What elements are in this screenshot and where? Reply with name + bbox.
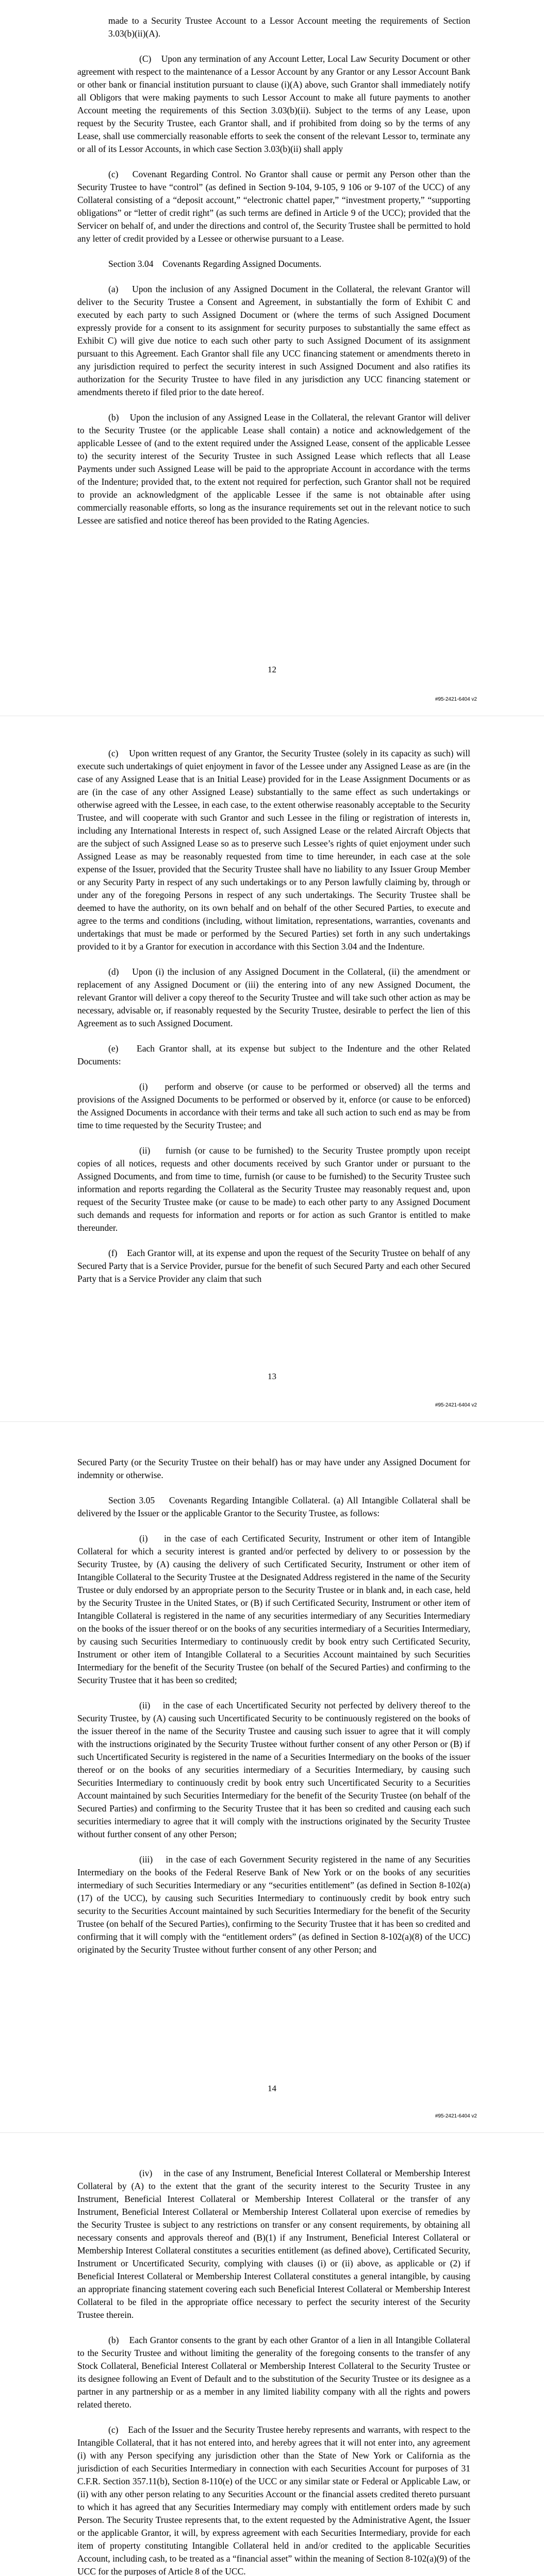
section-heading: Section 3.04 Covenants Regarding Assigned Documents.	[108, 259, 322, 269]
paragraph: (e) Each Grantor shall, at its expense but subject to the Indenture and the other Related Documents:	[77, 1043, 470, 1066]
page-12-body	[77, 14, 470, 539]
page-14-body	[77, 1456, 470, 1969]
page-15-body	[77, 2167, 470, 2576]
paragraph: (c) Upon written request of any Grantor, the Security Trustee (solely in its capacity as such) will execute such undertakings of quiet enjoyment in favor of the Lessee under any Assigned Lease as are (in the case of any Assigned Lease that is an Initial Lease) provided for in the Lease Assignment Documents or as are (in the case of any other Assigned Lease) substantially to the same effect as such undertakings or otherwise agreed with the Lessee, in each case, to the extent otherwise reasonably acceptable to the Security Trustee, and will cooperate with such Grantor and such Lessee in the filing or registration of interests in, including any International Interests in respect of, such Assigned Lease or the related Aircraft Objects that are the subject of such Assigned Lease so as to preserve such Lessee’s rights of quiet enjoyment under such Assigned Lease as may be reasonably requested from time to time hereunder, in each case at the sole expense of the Issuer, provided that the Security Trustee shall have no liability to any Issuer Group Member or any Security Party in respect of any such undertakings or to any Person lawfully claiming by, through or under any of the foregoing Persons in respect of any such undertakings. The Security Trustee shall be deemed to have the authority, on its own behalf and on behalf of the other Secured Parties, to execute and agree to the terms and conditions (including, without limitation, representations, warranties, covenants and undertakings that must be made or performed by the Secured Parties) set forth in any such undertakings provided to it by a Grantor for execution in accordance with this Section 3.04 and the Indenture.	[77, 748, 470, 952]
paragraph: (ii) furnish (or cause to be furnished) to the Security Trustee promptly upon receipt copies of all notices, requests and other documents received by such Grantor under or pursuant to the Assigned Documents, and from time to time, furnish (or cause to be furnished) to the Security Trustee such information and reports regarding the Collateral as the Security Trustee may reasonably request and, upon request of the Security Trustee make (or cause to be made) to each other party to any Assigned Document such demands and requests for information and reports or for action as such Grantor is entitled to make thereunder.	[77, 1145, 470, 1233]
document-page-15	[0, 2133, 544, 2576]
paragraph: (iv) in the case of any Instrument, Beneficial Interest Collateral or Membership Interest Collateral by (A) to the extent that the grant of the security interest to the Security Trustee in any Instrument, Beneficial Interest Collateral or Membership Interest Collateral or the transfer of any Instrument, Beneficial Interest Collateral or Membership Interest Collateral upon exercise of remedies by the Security Trustee is subject to any restrictions on transfer or any consent requirements, by obtaining all necessary consents and approvals thereof and (B)(1) if any Instrument, Beneficial Interest Collateral or Membership Interest Collateral constitutes a securities entitlement (as defined above), Certificated Security, Instrument or Uncertificated Security, complying with clauses (i) or (ii) above, as applicable or (2) if Beneficial Interest Collateral or Membership Interest Collateral constitutes a general intangible, by causing an appropriate financing statement covering each such Beneficial Interest Collateral or Membership Interest Collateral to be filed in the appropriate office necessary to perfect the security interest of the Security Trustee therein.	[77, 2168, 470, 2320]
document-page-12	[0, 0, 544, 716]
page-number: 12	[268, 665, 276, 674]
paragraph: (b) Upon the inclusion of any Assigned Lease in the Collateral, the relevant Grantor will deliver to the Security Trustee (or the applicable Lease shall contain) a notice and acknowledgement of the applicable Lessee of (and to the extent required under the Assigned Lease, consent of the applicable Lessee to) the security interest of the Security Trustee in such Assigned Lease which reflects that all Lease Payments under such Assigned Lease will be paid to the appropriate Account in accordance with the terms of the Indenture; provided that, to the extent not required for perfection, such Grantor shall not be required to provide an acknowledgment of the applicable Lessee if the same is not obtainable after using commercially reasonable efforts, so long as the insurance requirements set out in the relevant notice to such Lessee are satisfied and notice thereof has been provided to the Rating Agencies.	[77, 412, 470, 526]
paragraph: (C) Upon any termination of any Account Letter, Local Law Security Document or other agreement with respect to the maintenance of a Lessor Account by any Grantor or any Lessor Account Bank or other bank or financial institution pursuant to clause (i)(A) above, such Grantor shall immediately notify all Obligors that were making payments to such Lessor Account to make all future payments to another Account meeting the requirements of this Section 3.03(b)(ii). Subject to the terms of any Lease, upon request by the Security Trustee, each Grantor shall, and if prohibited from doing so by the terms of any Lease, shall use commercially reasonable efforts to seek the consent of the relevant Lessor to, terminate any or all of its Lessor Accounts, in which case Section 3.03(b)(ii) shall apply	[77, 54, 470, 154]
document-id: #95-2421-6404 v2	[435, 2113, 477, 2119]
document-id: #95-2421-6404 v2	[435, 697, 477, 702]
document-page-14	[0, 1422, 544, 2133]
page-number: 14	[268, 2083, 276, 2093]
paragraph: (iii) in the case of each Government Security registered in the name of any Securities Intermediary on the books of the Federal Reserve Bank of New York or on the books of any securities intermediary of such Securities Intermediary or any “securities entitlement” (as defined in Section 8-102(a)(17) of the UCC), by causing such Securities Intermediary to continuously credit by book entry such security to the Securities Account maintained by such Securities Intermediary for the benefit of the Security Trustee (on behalf of the Secured Parties), confirming to the Security Trustee that it has been so credited and confirming that it will comply with the “entitlement orders” (as defined in Section 8-102(a)(8) of the UCC) originated by the Security Trustee without further consent of any other Person; and	[77, 1854, 470, 1955]
paragraph: (f) Each Grantor will, at its expense and upon the request of the Security Trustee on behalf of any Secured Party that is a Service Provider, pursue for the benefit of such Secured Party and each other Secured Party that is a Service Provider any claim that such	[77, 1248, 470, 1284]
paragraph: made to a Security Trustee Account to a Lessor Account meeting the requirements of Section 3.03(b)(ii)(A).	[108, 15, 470, 39]
paragraph: Secured Party (or the Security Trustee on their behalf) has or may have under any Assigned Document for indemnity or otherwise.	[77, 1457, 470, 1480]
paragraph: (d) Upon (i) the inclusion of any Assigned Document in the Collateral, (ii) the amendment or replacement of any Assigned Document or (iii) the entering into of any new Assigned Document, the relevant Grantor will deliver a copy thereof to the Security Trustee and will take such other action as may be necessary, advisable or, if reasonably requested by the Security Trustee, desirable to perfect the lien of this Agreement as to such Assigned Document.	[77, 967, 470, 1028]
paragraph: (c) Each of the Issuer and the Security Trustee hereby represents and warrants, with respect to the Intangible Collateral, that it has not entered into, and hereby agrees that it will not enter into, any agreement (i) with any Person specifying any jurisdiction other than the State of New York or California as the jurisdiction of each Securities Intermediary in connection with each Securities Account for purposes of 31 C.F.R. Section 357.11(b), Section 8-110(e) of the UCC or any similar state or Federal or Applicable Law, or (ii) with any other person relating to any Securities Account or the financial assets credited thereto pursuant to which it has agreed that any Securities Intermediary may comply with entitlement orders made by such Person. The Security Trustee represents that, to the extent requested by the Administrative Agent, the Issuer or the applicable Grantor, it will, by express agreement with each Securities Intermediary, provide for each item of property constituting Intangible Collateral held in and/or credited to the applicable Securities Account, including cash, to be treated as a “financial asset” within the meaning of Section 8-102(a)(9) of the UCC for the purposes of Article 8 of the UCC.	[77, 2425, 470, 2576]
document-id: #95-2421-6404 v2	[435, 1402, 477, 1408]
page-13-body	[77, 747, 470, 1298]
paragraph: (i) perform and observe (or cause to be performed or observed) all the terms and provisions of the Assigned Documents to be performed or observed by it, enforce (or cause to be enforced) the Assigned Documents in accordance with their terms and take all such action to such end as may be from time to time requested by the Security Trustee; and	[77, 1081, 470, 1130]
paragraph: (i) in the case of each Certificated Security, Instrument or other item of Intangible Collateral for which a security interest is granted and/or perfected by delivery to or possession by the Security Trustee, by (A) causing the delivery of such Certificated Security, Instrument or other item of Intangible Collateral to the Security Trustee at the Designated Address registered in the name of the Security Trustee or duly endorsed by an appropriate person to the Security Trustee or in blank and, in each case, held by the Security Trustee in the United States, or (B) if such Certificated Security, Instrument or other item of Intangible Collateral is registered in the name of any securities intermediary of any Securities Intermediary on the books of the issuer thereof or on the books of any securities intermediary of a Securities Intermediary, by causing such Securities Intermediary to continuously credit by book entry such Certificated Security, Instrument or other item of Intangible Collateral to a Securities Account maintained by such Securities Intermediary for the benefit of the Security Trustee (on behalf of the Secured Parties) and confirming to the Security Trustee that it has been so credited;	[77, 1533, 470, 1685]
page-number: 13	[268, 1371, 276, 1381]
paragraph: Section 3.05 Covenants Regarding Intangible Collateral. (a) All Intangible Collateral shall be delivered by the Issuer or the applicable Grantor to the Security Trustee, as follows:	[77, 1495, 470, 1518]
paragraph: (a) Upon the inclusion of any Assigned Document in the Collateral, the relevant Grantor will deliver to the Security Trustee a Consent and Agreement, in substantially the form of Exhibit C and executed by each party to such Assigned Document or (where the terms of such Assigned Document expressly provide for a consent to its assignment for security purposes to substantially the same effect as Exhibit C) will give due notice to each such other party to such Assigned Document of its assignment pursuant to this Agreement. Each Grantor shall file any UCC financing statement or amendments thereto in any jurisdiction required to perfect the security interest in such Assigned Document and also ratifies its authorization for the Security Trustee to have filed in any jurisdiction any UCC financing statement or amendments thereto if filed prior to the date hereof.	[77, 284, 470, 397]
paragraph: (b) Each Grantor consents to the grant by each other Grantor of a lien in all Intangible Collateral to the Security Trustee and without limiting the generality of the foregoing consents to the transfer of any Stock Collateral, Beneficial Interest Collateral or Membership Interest Collateral to the Security Trustee or its designee following an Event of Default and to the substitution of the Security Trustee or its designee as a partner in any partnership or as a member in any limited liability company with all the rights and powers related thereto.	[77, 2335, 470, 2410]
paragraph: (ii) in the case of each Uncertificated Security not perfected by delivery thereof to the Security Trustee, by (A) causing such Uncertificated Security to be continuously registered on the books of the issuer thereof in the name of the Security Trustee and causing such issuer to agree that it will comply with the instructions originated by the Security Trustee without further consent of any other Person or (B) if such Uncertificated Security is registered in the name of a Securities Intermediary on the books of the issuer thereof or on the books of any securities intermediary of a Securities Intermediary, by causing such Securities Intermediary to continuously credit by book entry such Uncertificated Security to a Securities Account maintained by such Securities Intermediary for the benefit of the Security Trustee (on behalf of the Secured Parties) and confirming to the Security Trustee that it has been so credited and causing each such securities intermediary to agree that it will comply with the instructions originated by the Security Trustee without further consent of any other Person;	[77, 1700, 470, 1839]
document-page-13	[0, 716, 544, 1422]
paragraph: (c) Covenant Regarding Control. No Grantor shall cause or permit any Person other than the Security Trustee to have “control” (as defined in Section 9-104, 9-105, 9 106 or 9-107 of the UCC) of any Collateral consisting of a “deposit account,” “electronic chattel paper,” “investment property,” “supporting obligations” or “letter of credit right” (as such terms are defined in Article 9 of the UCC); provided that the Servicer on behalf of, and under the directions and control of, the Security Trustee shall be permitted to hold any letter of credit provided by a Lessee or otherwise pursuant to a Lease.	[77, 169, 470, 244]
